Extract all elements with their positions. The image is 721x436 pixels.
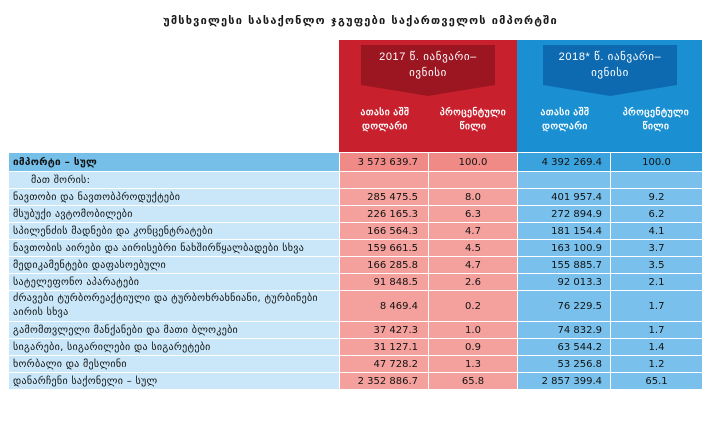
row-label: გამომთვლელი მანქანები და მათი ბლოკები <box>9 322 340 339</box>
empty-cell <box>611 172 703 189</box>
share-2017: 4.7 <box>429 223 518 240</box>
share-2017: 4.7 <box>429 257 518 274</box>
row-label: სპილენძის მადნები და კონცენტრატები <box>9 223 340 240</box>
share-2018: 3.5 <box>611 257 703 274</box>
value-2018: 155 885.7 <box>518 257 611 274</box>
value-2017: 8 469.4 <box>340 291 429 322</box>
share-2017: 4.5 <box>429 240 518 257</box>
empty-cell <box>340 172 429 189</box>
share-2018: 1.2 <box>611 356 703 373</box>
period-tab-2018: 2018* წ. იანვარი–ივნისი <box>543 45 677 85</box>
col-header-share-2018: პროცენტული წილი <box>622 107 690 132</box>
value-2017: 285 475.5 <box>340 189 429 206</box>
row-label: მედიკამენტები დაფასოებული <box>9 257 340 274</box>
subheading-row <box>9 172 703 189</box>
table-row <box>9 322 703 339</box>
share-2018: 6.2 <box>611 206 703 223</box>
row-label: იმპორტი – სულ <box>9 153 340 172</box>
table-row <box>9 274 703 291</box>
table-row <box>9 257 703 274</box>
value-2017: 31 127.1 <box>340 339 429 356</box>
value-2018: 76 229.5 <box>518 291 611 322</box>
share-2018: 1.4 <box>611 339 703 356</box>
value-2017: 37 427.3 <box>340 322 429 339</box>
value-2018: 181 154.4 <box>518 223 611 240</box>
col-header-value-2018: ათასი აშშ დოლარი <box>540 107 590 132</box>
empty-cell <box>429 172 518 189</box>
value-2018: 92 013.3 <box>518 274 611 291</box>
share-2017: 8.0 <box>429 189 518 206</box>
header-2017 <box>339 40 517 152</box>
row-label: ნავთობის აირები და აირისებრი ნახშირწყალბადები სხვა <box>9 240 340 257</box>
share-2017: 6.3 <box>429 206 518 223</box>
row-label: ძრავები ტურბორეაქტიული და ტურბოხრახნიანი, ტურბინები აირის სხვა <box>9 291 340 322</box>
share-2017: 1.0 <box>429 322 518 339</box>
share-2018: 65.1 <box>611 373 703 390</box>
value-2017: 226 165.3 <box>340 206 429 223</box>
import-table <box>8 152 703 390</box>
share-2018: 4.1 <box>611 223 703 240</box>
value-2018: 272 894.9 <box>518 206 611 223</box>
table-row <box>9 291 703 322</box>
table-row <box>9 356 703 373</box>
table-row <box>9 189 703 206</box>
share-2017: 65.8 <box>429 373 518 390</box>
value-2017: 159 661.5 <box>340 240 429 257</box>
value-2018: 163 100.9 <box>518 240 611 257</box>
share-2018: 1.7 <box>611 291 703 322</box>
table-row <box>9 240 703 257</box>
row-label: მსუბუქი ავტომობილები <box>9 206 340 223</box>
value-2018: 2 857 399.4 <box>518 373 611 390</box>
page-title: უმსხვილესი სასაქონლო ჯგუფები საქართველოს იმპორტში <box>163 14 558 27</box>
table-row <box>9 223 703 240</box>
value-2018: 63 544.2 <box>518 339 611 356</box>
col-header-value-2017: ათასი აშშ დოლარი <box>360 107 410 132</box>
row-label: სიგარები, სიგარილები და სიგარეტები <box>9 339 340 356</box>
total-row <box>9 153 703 172</box>
row-label: ნავთობი და ნავთობპროდუქტები <box>9 189 340 206</box>
col-header-share-2017: პროცენტული წილი <box>439 107 507 132</box>
value-2017: 166 285.8 <box>340 257 429 274</box>
value-2018: 401 957.4 <box>518 189 611 206</box>
share-2017: 100.0 <box>429 153 518 172</box>
period-tab-2017: 2017 წ. იანვარი–ივნისი <box>361 45 495 85</box>
share-2018: 9.2 <box>611 189 703 206</box>
share-2017: 2.6 <box>429 274 518 291</box>
value-2017: 3 573 639.7 <box>340 153 429 172</box>
empty-cell <box>518 172 611 189</box>
value-2018: 53 256.8 <box>518 356 611 373</box>
share-2018: 1.7 <box>611 322 703 339</box>
header-2018 <box>517 40 702 152</box>
share-2018: 2.1 <box>611 274 703 291</box>
share-2018: 100.0 <box>611 153 703 172</box>
value-2017: 91 848.5 <box>340 274 429 291</box>
table-row <box>9 373 703 390</box>
value-2017: 2 352 886.7 <box>340 373 429 390</box>
table-row <box>9 206 703 223</box>
share-2017: 0.9 <box>429 339 518 356</box>
value-2017: 166 564.3 <box>340 223 429 240</box>
share-2017: 1.3 <box>429 356 518 373</box>
row-label: დანარჩენი საქონელი – სულ <box>9 373 340 390</box>
row-label: ხორბალი და მესლინი <box>9 356 340 373</box>
value-2017: 47 728.2 <box>340 356 429 373</box>
row-label: სატელეფონო აპარატები <box>9 274 340 291</box>
table-row <box>9 339 703 356</box>
share-2018: 3.7 <box>611 240 703 257</box>
share-2017: 0.2 <box>429 291 518 322</box>
subheading-label: მათ შორის: <box>9 172 340 189</box>
value-2018: 4 392 269.4 <box>518 153 611 172</box>
value-2018: 74 832.9 <box>518 322 611 339</box>
